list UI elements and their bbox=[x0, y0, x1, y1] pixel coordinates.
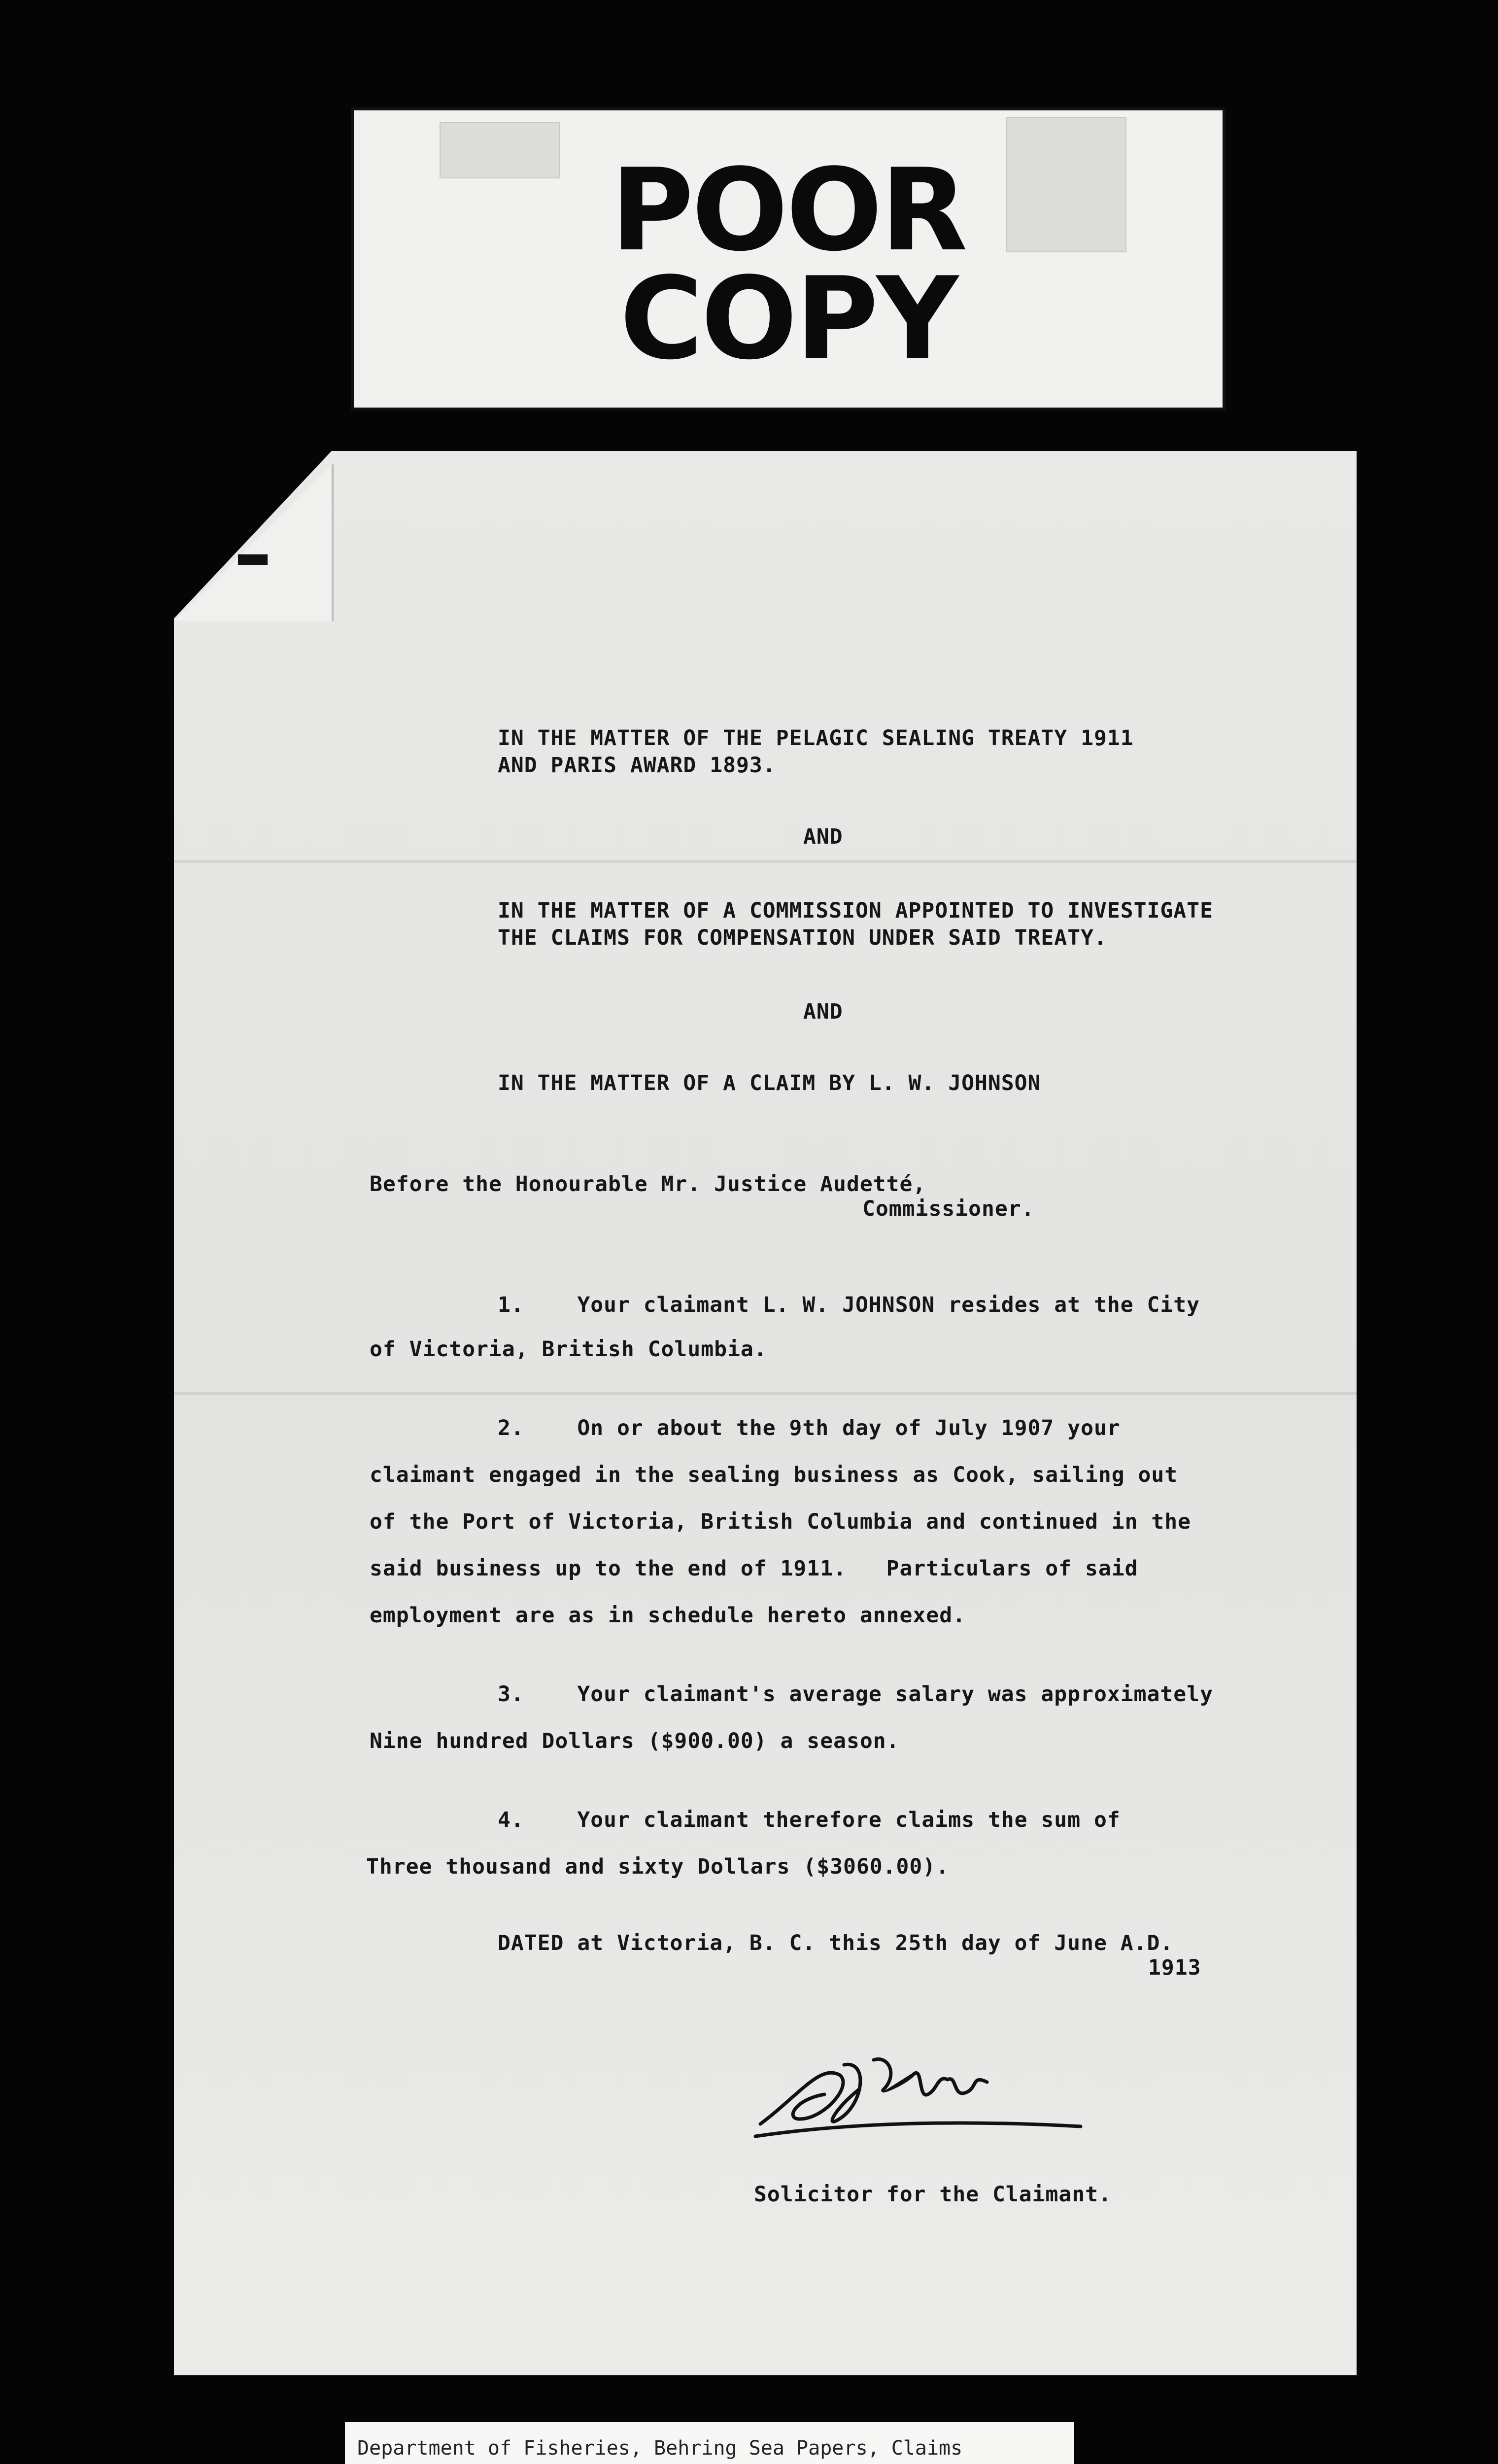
poor-copy-card bbox=[351, 107, 1226, 411]
paper-clip-mark bbox=[238, 554, 268, 565]
archive-reference-label bbox=[345, 2422, 1074, 2464]
poor-copy-line-1: POOR bbox=[611, 145, 966, 276]
para-3-line-1: 3. Your claimant's average salary was approximately bbox=[498, 1682, 1213, 1707]
para-4-line-2: Three thousand and sixty Dollars ($3060.00). bbox=[366, 1854, 950, 1879]
heading-treaty-line-1: IN THE MATTER OF THE PELAGIC SEALING TREATY 1911 bbox=[498, 726, 1134, 751]
heading-claim: IN THE MATTER OF A CLAIM BY L. W. JOHNSON bbox=[498, 1071, 1041, 1095]
typed-letter-page bbox=[174, 451, 1357, 2375]
para-2-line-2: claimant engaged in the sealing business as Cook, sailing out bbox=[370, 1463, 1178, 1487]
poor-copy-line-2: COPY bbox=[619, 253, 957, 385]
para-2-line-3: of the Port of Victoria, British Columbia and continued in the bbox=[370, 1509, 1192, 1534]
dated-year: 1913 bbox=[1148, 1955, 1201, 1980]
heading-commission-line-2: THE CLAIMS FOR COMPENSATION UNDER SAID TREATY. bbox=[498, 925, 1107, 950]
para-1-line-2: of Victoria, British Columbia. bbox=[370, 1337, 767, 1362]
para-2-line-1: 2. On or about the 9th day of July 1907 your bbox=[498, 1416, 1121, 1440]
solicitor-caption: Solicitor for the Claimant. bbox=[754, 2182, 1112, 2207]
solicitor-signature bbox=[741, 2045, 1086, 2144]
para-4-line-1: 4. Your claimant therefore claims the sum of bbox=[498, 1808, 1121, 1832]
para-1-line-1: 1. Your claimant L. W. JOHNSON resides at the City bbox=[498, 1293, 1200, 1317]
page-fold-line bbox=[174, 860, 1357, 863]
page-fold-line bbox=[174, 1392, 1357, 1395]
para-3-line-2: Nine hundred Dollars ($900.00) a season. bbox=[370, 1729, 900, 1753]
poor-copy-title bbox=[351, 145, 1226, 385]
and-separator-2: AND bbox=[803, 999, 843, 1024]
heading-treaty-line-2: AND PARIS AWARD 1893. bbox=[498, 753, 776, 778]
reference-collection: Department of Fisheries, Behring Sea Papers, Claims bbox=[357, 2437, 963, 2460]
commissioner-line: Commissioner. bbox=[862, 1197, 1035, 1221]
and-separator-1: AND bbox=[803, 824, 843, 849]
before-line: Before the Honourable Mr. Justice Audetté, bbox=[370, 1172, 926, 1197]
para-2-line-4: said business up to the end of 1911. Particulars of said bbox=[370, 1556, 1138, 1581]
dated-line: DATED at Victoria, B. C. this 25th day of June A.D. bbox=[498, 1931, 1174, 1955]
heading-commission-line-1: IN THE MATTER OF A COMMISSION APPOINTED TO INVESTIGATE bbox=[498, 898, 1213, 923]
para-2-line-5: employment are as in schedule hereto annexed. bbox=[370, 1603, 966, 1628]
